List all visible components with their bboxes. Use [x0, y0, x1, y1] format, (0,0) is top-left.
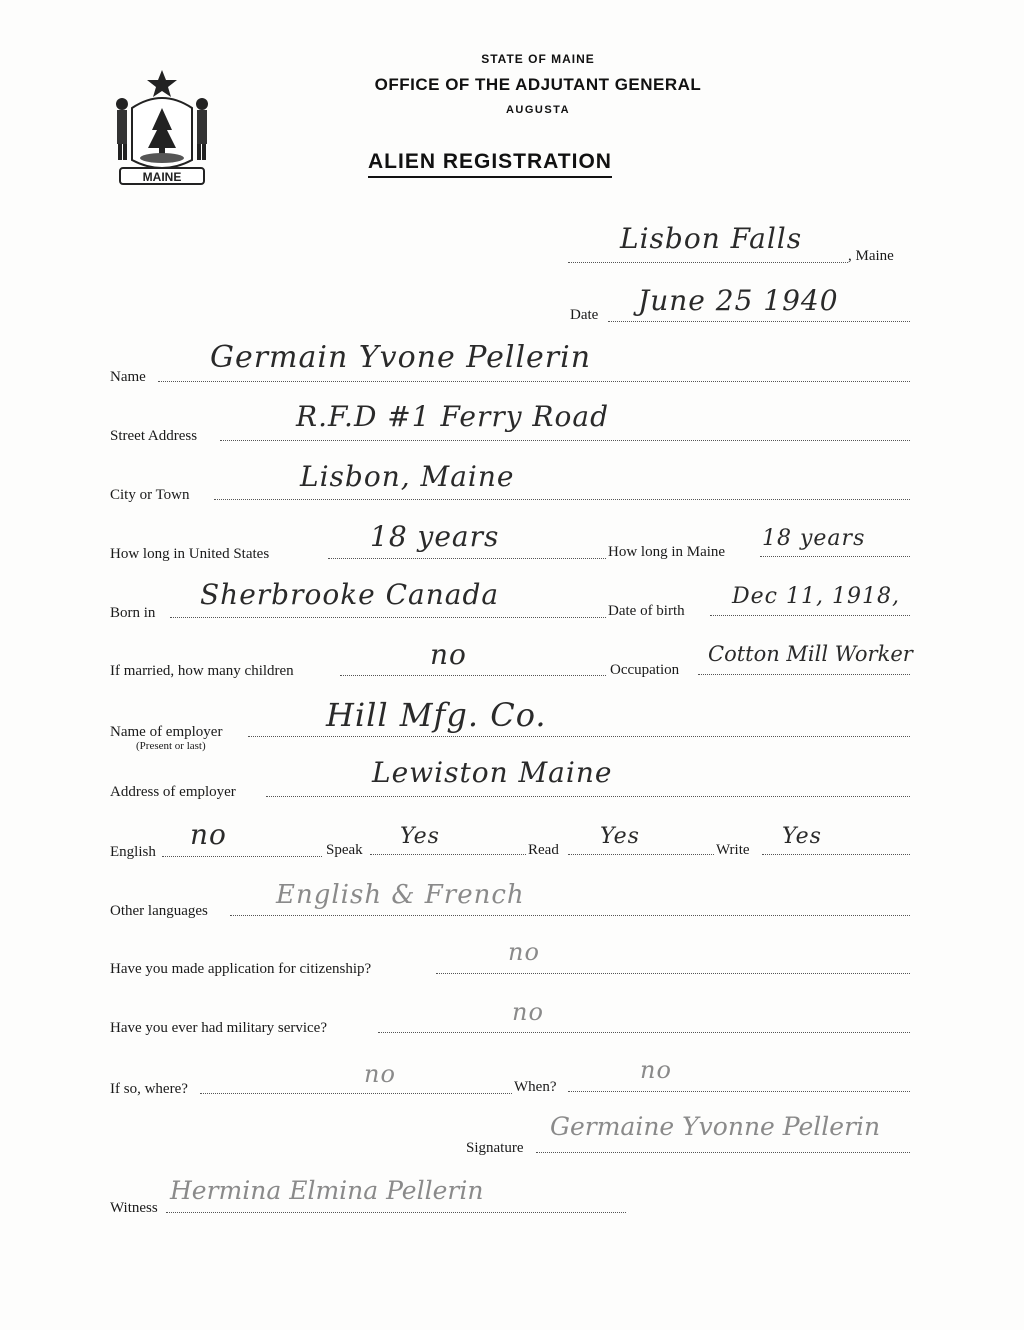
military-line [378, 1032, 910, 1033]
read-value: Yes [600, 824, 640, 849]
write-label: Write [716, 842, 750, 858]
write-line [762, 854, 910, 855]
write-value: Yes [782, 824, 822, 849]
children-label: If married, how many children [110, 663, 294, 679]
employer-sublabel: (Present or last) [136, 740, 206, 752]
how-long-us-label: How long in United States [110, 546, 270, 562]
children-line [340, 675, 606, 676]
dob-value: Dec 11, 1918, [732, 584, 900, 609]
read-label: Read [528, 842, 559, 858]
where-label: If so, where? [110, 1081, 188, 1097]
employer-label: Name of employer [110, 724, 223, 740]
how-long-maine-value: 18 years [762, 526, 866, 551]
how-long-maine-line [760, 556, 910, 557]
born-label: Born in [110, 605, 156, 621]
place-value: Lisbon Falls [620, 222, 803, 255]
name-label: Name [110, 369, 146, 385]
military-label: Have you ever had military service? [110, 1020, 327, 1036]
other-languages-label: Other languages [110, 903, 208, 919]
witness-label: Witness [110, 1200, 158, 1216]
born-value: Sherbrooke Canada [200, 578, 500, 611]
english-label: English [110, 844, 156, 860]
dob-line [710, 615, 910, 616]
signature-value: Germaine Yvonne Pellerin [550, 1112, 881, 1141]
employer-address-value: Lewiston Maine [372, 756, 613, 789]
speak-line [370, 854, 526, 855]
name-value: Germain Yvone Pellerin [210, 340, 592, 375]
employer-address-label: Address of employer [110, 784, 236, 800]
signature-label: Signature [466, 1140, 524, 1156]
header-office: OFFICE OF THE ADJUTANT GENERAL [374, 75, 702, 94]
street-label: Street Address [110, 428, 198, 444]
place-line [568, 262, 848, 263]
witness-value: Hermina Elmina Pellerin [170, 1176, 484, 1205]
employer-value: Hill Mfg. Co. [326, 696, 547, 734]
when-value: no [640, 1056, 672, 1084]
city-value: Lisbon, Maine [300, 460, 515, 493]
form-title: ALIEN REGISTRATION [368, 150, 612, 178]
employer-address-line [266, 796, 910, 797]
other-languages-line [230, 915, 910, 916]
name-line [158, 381, 910, 382]
when-line [568, 1091, 910, 1092]
occupation-value: Cotton Mill Worker [708, 642, 913, 666]
speak-value: Yes [400, 824, 440, 849]
occupation-label: Occupation [610, 662, 680, 678]
employer-line [248, 736, 910, 737]
header-state: STATE OF MAINE [481, 52, 595, 66]
place-suffix: , Maine [848, 248, 894, 264]
witness-line [166, 1212, 626, 1213]
signature-line [536, 1152, 910, 1153]
read-line [568, 854, 714, 855]
date-line [608, 321, 910, 322]
how-long-maine-label: How long in Maine [608, 544, 726, 560]
when-label: When? [514, 1079, 557, 1095]
occupation-line [698, 674, 910, 675]
street-value: R.F.D #1 Ferry Road [296, 400, 609, 433]
citizenship-label: Have you made application for citizenship? [110, 961, 372, 977]
children-value: no [430, 638, 467, 671]
born-line [170, 617, 606, 618]
header-city: AUGUSTA [505, 104, 571, 116]
military-value: no [512, 998, 544, 1026]
other-languages-value: English & French [276, 880, 525, 910]
speak-label: Speak [326, 842, 363, 858]
citizenship-line [436, 973, 910, 974]
where-value: no [364, 1060, 396, 1088]
where-line [200, 1093, 512, 1094]
english-value: no [190, 818, 227, 851]
street-line [220, 440, 910, 441]
how-long-us-line [328, 558, 606, 559]
how-long-us-value: 18 years [370, 520, 500, 553]
english-line [162, 856, 322, 857]
city-label: City or Town [110, 487, 190, 503]
date-label: Date [570, 307, 599, 323]
seal-text: MAINE [142, 170, 182, 184]
date-value: June 25 1940 [638, 284, 839, 317]
dob-label: Date of birth [608, 603, 685, 619]
citizenship-value: no [508, 938, 540, 966]
city-line [214, 499, 910, 500]
